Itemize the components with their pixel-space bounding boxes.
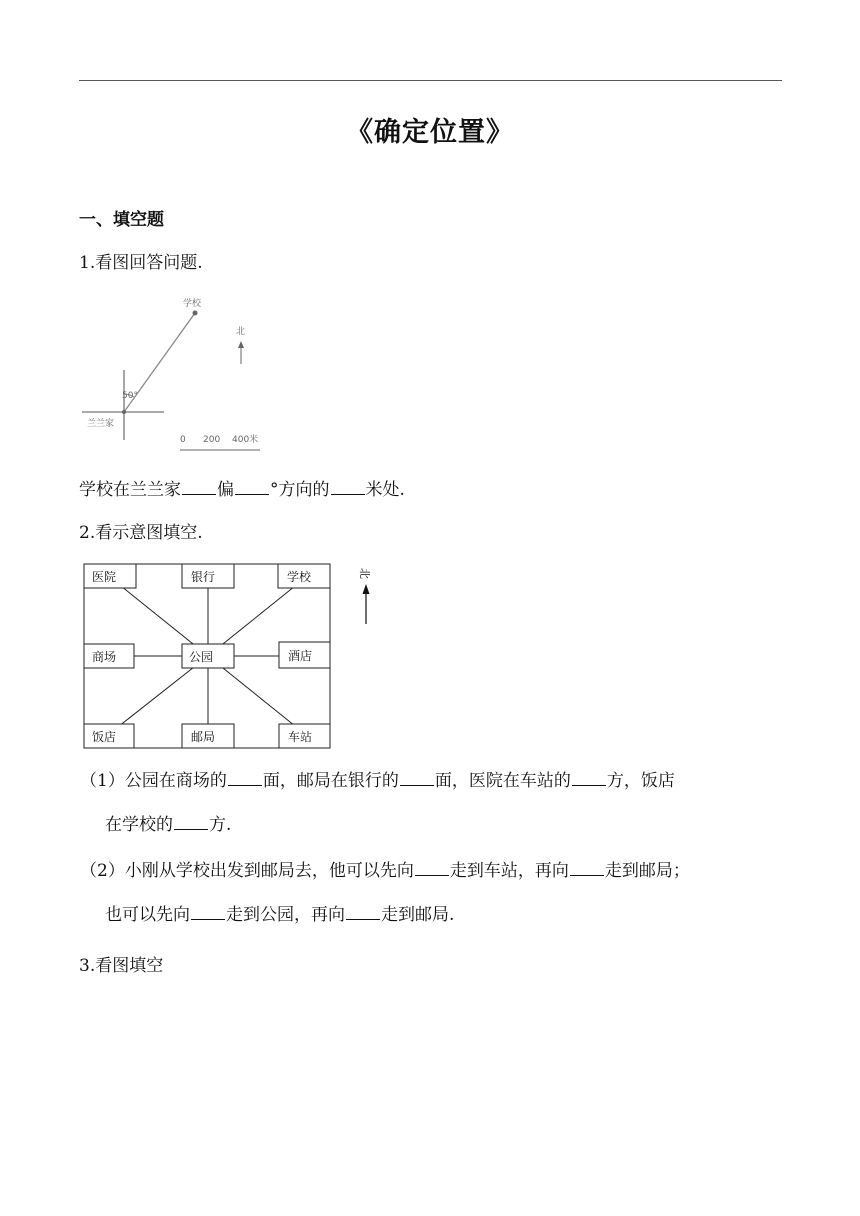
answer-blank[interactable] bbox=[331, 478, 365, 495]
north-label: 北 bbox=[358, 568, 371, 579]
q2-text-part: 在学校的 bbox=[105, 815, 173, 835]
question-1-prompt: 1.看图回答问题. bbox=[79, 253, 203, 273]
q2-text-part: 方，饭店 bbox=[606, 771, 675, 791]
answer-blank[interactable] bbox=[228, 769, 262, 786]
q2-text-part: 走到车站，再向 bbox=[449, 861, 569, 881]
answer-blank[interactable] bbox=[346, 903, 380, 920]
page-title: 《确定位置》 bbox=[346, 117, 514, 148]
question-3-prompt: 3.看图填空 bbox=[79, 956, 164, 976]
north-arrow-icon bbox=[363, 584, 370, 594]
angle-label: 50° bbox=[122, 391, 138, 401]
q2-text-part: 走到邮局； bbox=[604, 861, 690, 881]
north-label: 北 bbox=[236, 327, 246, 337]
answer-blank[interactable] bbox=[415, 859, 449, 876]
box-label-school: 学校 bbox=[287, 570, 312, 584]
question-2-figure bbox=[79, 558, 379, 754]
q2-text-part: （2）小刚从学校出发到邮局去，他可以先向 bbox=[80, 861, 414, 881]
answer-blank[interactable] bbox=[400, 769, 434, 786]
q1-text-part: 米处. bbox=[365, 480, 405, 500]
home-point bbox=[122, 410, 126, 414]
q2-text-part: （1）公园在商场的 bbox=[80, 771, 227, 791]
answer-blank[interactable] bbox=[570, 859, 604, 876]
scale-label-0: 0 bbox=[180, 435, 186, 445]
q2-text-part: 面，医院在车站的 bbox=[434, 771, 571, 791]
q2-text-part: 走到邮局. bbox=[381, 905, 455, 925]
question-2-part-1 bbox=[80, 759, 782, 847]
school-point bbox=[193, 311, 198, 316]
school-label: 学校 bbox=[183, 299, 202, 309]
answer-blank[interactable] bbox=[182, 478, 216, 495]
box-label-hotel: 酒店 bbox=[288, 649, 313, 663]
box-label-mall: 商场 bbox=[92, 650, 117, 664]
answer-blank[interactable] bbox=[235, 478, 269, 495]
q1-text-part: 偏 bbox=[217, 480, 234, 500]
question-2-part-2 bbox=[80, 849, 782, 937]
question-1-figure bbox=[79, 290, 279, 454]
box-label-hospital: 医院 bbox=[92, 570, 117, 584]
scale-label-200: 200 bbox=[203, 435, 221, 445]
q2-text-part: 走到公园，再向 bbox=[226, 905, 345, 925]
answer-blank[interactable] bbox=[174, 813, 208, 830]
answer-blank[interactable] bbox=[191, 903, 225, 920]
box-label-park: 公园 bbox=[189, 650, 214, 664]
section-heading: 一、填空题 bbox=[79, 210, 164, 230]
answer-blank[interactable] bbox=[572, 769, 606, 786]
box-label-restaurant: 饭店 bbox=[92, 730, 117, 744]
question-1-text bbox=[79, 478, 405, 501]
box-label-bank: 银行 bbox=[191, 570, 216, 584]
scale-label-400: 400米 bbox=[232, 435, 259, 445]
box-label-station: 车站 bbox=[288, 730, 313, 744]
q2-text-part: 面，邮局在银行的 bbox=[262, 771, 399, 791]
north-arrow-icon bbox=[238, 341, 244, 348]
q1-text-part: °方向的 bbox=[270, 480, 330, 500]
box-label-postoffice: 邮局 bbox=[191, 730, 216, 744]
question-2-prompt: 2.看示意图填空. bbox=[79, 523, 203, 543]
home-label: 兰兰家 bbox=[87, 419, 115, 429]
q2-text-part: 也可以先向 bbox=[105, 905, 190, 925]
header-rule bbox=[79, 80, 782, 81]
q2-text-part: 方. bbox=[209, 815, 232, 835]
q1-text-part: 学校在兰兰家 bbox=[79, 480, 181, 500]
